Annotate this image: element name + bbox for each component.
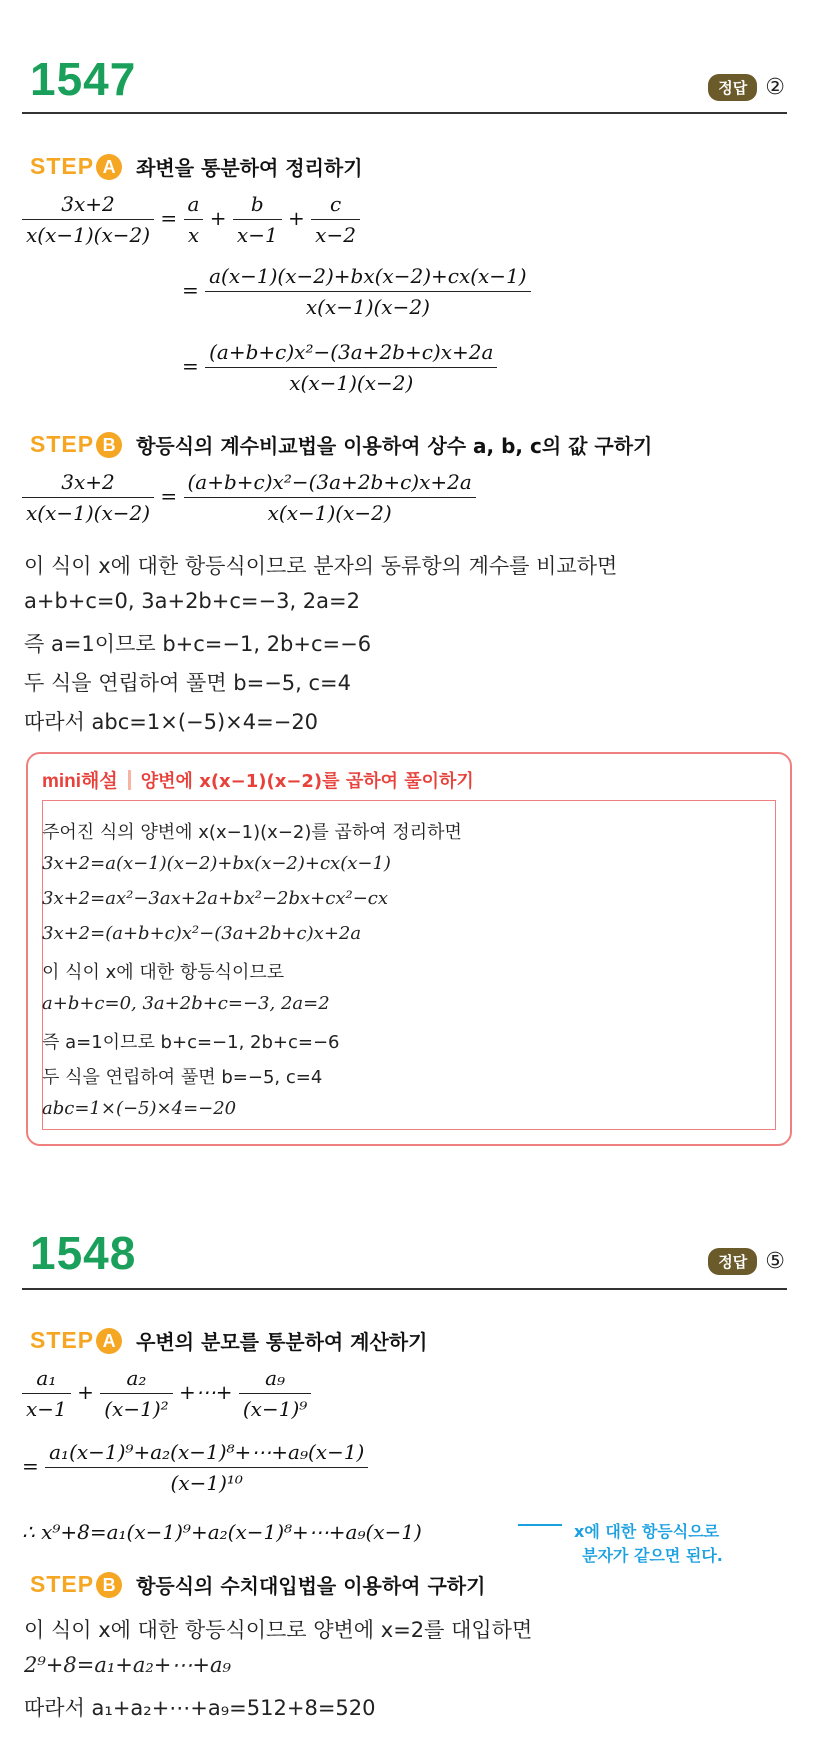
denominator: x(x−1)(x−2) bbox=[305, 295, 430, 319]
solution-text: 따라서 a₁+a₂+⋯+a₉=512+8=520 bbox=[24, 1696, 376, 1720]
fraction bbox=[22, 470, 154, 525]
mini-text: 주어진 식의 양변에 x(x−1)(x−2)를 곱하여 정리하면 bbox=[42, 822, 462, 843]
equation-line bbox=[182, 264, 531, 319]
mini-title: 양변에 x(x−1)(x−2)를 곱하여 풀이하기 bbox=[140, 770, 474, 792]
step-b-heading bbox=[30, 430, 652, 459]
answer-indicator bbox=[708, 1248, 785, 1275]
solution-text: 따라서 abc=1×(−5)×4=−20 bbox=[24, 710, 319, 734]
denominator: x(x−1)(x−2) bbox=[26, 223, 151, 247]
equals-sign: = bbox=[160, 206, 178, 230]
numerator: a₁ bbox=[22, 1366, 71, 1394]
fraction bbox=[233, 192, 282, 247]
mini-header bbox=[42, 766, 474, 793]
solution-text: 즉 a=1이므로 b+c=−1, 2b+c=−6 bbox=[24, 632, 372, 656]
solution-text: 이 식이 x에 대한 항등식이므로 양변에 x=2를 대입하면 bbox=[24, 1618, 533, 1642]
answer-value: ② bbox=[765, 75, 785, 100]
plus-sign: + bbox=[77, 1380, 94, 1404]
mini-label: mini해설 bbox=[42, 771, 118, 792]
numerator: a₁(x−1)⁹+a₂(x−1)⁸+⋯+a₉(x−1) bbox=[45, 1440, 368, 1468]
problem-number: 1547 bbox=[30, 53, 137, 105]
solution-text: 이 식이 x에 대한 항등식이므로 분자의 동류항의 계수를 비교하면 bbox=[24, 554, 618, 578]
plus-sign: + bbox=[288, 206, 305, 230]
mini-text: 3x+2=(a+b+c)x²−(3a+2b+c)x+2a bbox=[42, 923, 362, 944]
step-a-heading bbox=[30, 1326, 427, 1355]
numerator: (a+b+c)x²−(3a+2b+c)x+2a bbox=[184, 470, 476, 498]
step-title: 항등식의 계수비교법을 이용하여 상수 a, b, c의 값 구하기 bbox=[136, 434, 653, 458]
equation-line bbox=[22, 470, 476, 525]
divider bbox=[128, 770, 131, 790]
mini-text: 이 식이 x에 대한 항등식이므로 bbox=[42, 962, 285, 983]
step-b-heading bbox=[30, 1570, 485, 1599]
fraction bbox=[100, 1366, 172, 1421]
mini-text: abc=1×(−5)×4=−20 bbox=[42, 1098, 237, 1119]
solution-text: a+b+c=0, 3a+2b+c=−3, 2a=2 bbox=[24, 589, 360, 613]
problem-number: 1548 bbox=[30, 1227, 137, 1279]
denominator: x−1 bbox=[26, 1397, 67, 1421]
equation-line bbox=[22, 192, 360, 247]
answer-indicator bbox=[708, 74, 785, 101]
answer-badge: 정답 bbox=[708, 1248, 757, 1275]
numerator: 3x+2 bbox=[22, 192, 154, 220]
equals-sign: = bbox=[182, 354, 199, 378]
numerator: a(x−1)(x−2)+bx(x−2)+cx(x−1) bbox=[205, 264, 530, 292]
step-word: STEP bbox=[30, 153, 95, 179]
solution-text: 두 식을 연립하여 풀면 b=−5, c=4 bbox=[24, 671, 352, 695]
denominator: x(x−1)(x−2) bbox=[289, 371, 414, 395]
mini-text: 두 식을 연립하여 풀면 b=−5, c=4 bbox=[42, 1067, 323, 1088]
equation-line: ∴ x⁹+8=a₁(x−1)⁹+a₂(x−1)⁸+⋯+a₉(x−1) bbox=[22, 1520, 422, 1544]
mini-text: 3x+2=a(x−1)(x−2)+bx(x−2)+cx(x−1) bbox=[42, 853, 391, 874]
numerator: (a+b+c)x²−(3a+2b+c)x+2a bbox=[205, 340, 497, 368]
fraction bbox=[45, 1440, 368, 1495]
fraction bbox=[22, 192, 154, 247]
step-word: STEP bbox=[30, 1327, 95, 1353]
note-line: x에 대한 항등식으로 bbox=[574, 1522, 720, 1541]
step-title: 좌변을 통분하여 정리하기 bbox=[136, 156, 363, 180]
step-letter-badge: B bbox=[96, 1572, 122, 1598]
equation-line bbox=[182, 340, 497, 395]
fraction bbox=[239, 1366, 311, 1421]
denominator: x(x−1)(x−2) bbox=[267, 501, 392, 525]
side-note bbox=[530, 1520, 723, 1568]
denominator: x bbox=[187, 223, 200, 247]
fraction bbox=[205, 264, 530, 319]
step-letter-badge: A bbox=[96, 154, 122, 180]
equals-sign: = bbox=[22, 1454, 39, 1478]
step-title: 항등식의 수치대입법을 이용하여 구하기 bbox=[136, 1574, 486, 1598]
numerator: 3x+2 bbox=[22, 470, 154, 498]
note-line: 분자가 같으면 된다. bbox=[582, 1546, 723, 1565]
step-letter-badge: B bbox=[96, 432, 122, 458]
header-rule bbox=[22, 1288, 787, 1290]
fraction bbox=[205, 340, 497, 395]
answer-badge: 정답 bbox=[708, 74, 757, 101]
numerator: a₉ bbox=[239, 1366, 311, 1394]
step-title: 우변의 분모를 통분하여 계산하기 bbox=[136, 1330, 428, 1354]
mini-text: a+b+c=0, 3a+2b+c=−3, 2a=2 bbox=[42, 993, 330, 1014]
arrow-left-icon bbox=[518, 1524, 562, 1526]
equation-line bbox=[22, 1366, 311, 1421]
equals-sign: = bbox=[182, 278, 199, 302]
numerator: c bbox=[311, 192, 360, 220]
ellipsis: +⋯+ bbox=[179, 1380, 233, 1404]
mini-text: 3x+2=ax²−3ax+2a+bx²−2bx+cx²−cx bbox=[42, 888, 389, 909]
solution-text: 2⁹+8=a₁+a₂+⋯+a₉ bbox=[24, 1653, 231, 1677]
plus-sign: + bbox=[209, 206, 227, 230]
fraction bbox=[22, 1366, 71, 1421]
mini-text: 즉 a=1이므로 b+c=−1, 2b+c=−6 bbox=[42, 1032, 340, 1053]
step-word: STEP bbox=[30, 1571, 95, 1597]
answer-value: ⑤ bbox=[765, 1249, 785, 1274]
equals-sign: = bbox=[160, 484, 178, 508]
numerator: a₂ bbox=[100, 1366, 172, 1394]
denominator: (x−1)² bbox=[104, 1397, 169, 1421]
fraction bbox=[184, 470, 476, 525]
denominator: (x−1)⁹ bbox=[242, 1397, 308, 1421]
denominator: x−1 bbox=[236, 223, 278, 247]
step-word: STEP bbox=[30, 431, 95, 457]
fraction bbox=[311, 192, 360, 247]
step-letter-badge: A bbox=[96, 1328, 122, 1354]
denominator: x−2 bbox=[315, 223, 356, 247]
step-a-heading bbox=[30, 152, 363, 181]
equation-line bbox=[22, 1440, 368, 1495]
numerator: b bbox=[233, 192, 282, 220]
fraction bbox=[184, 192, 204, 247]
header-rule bbox=[22, 112, 787, 114]
numerator: a bbox=[184, 192, 204, 220]
denominator: (x−1)¹⁰ bbox=[170, 1471, 243, 1495]
denominator: x(x−1)(x−2) bbox=[26, 501, 151, 525]
